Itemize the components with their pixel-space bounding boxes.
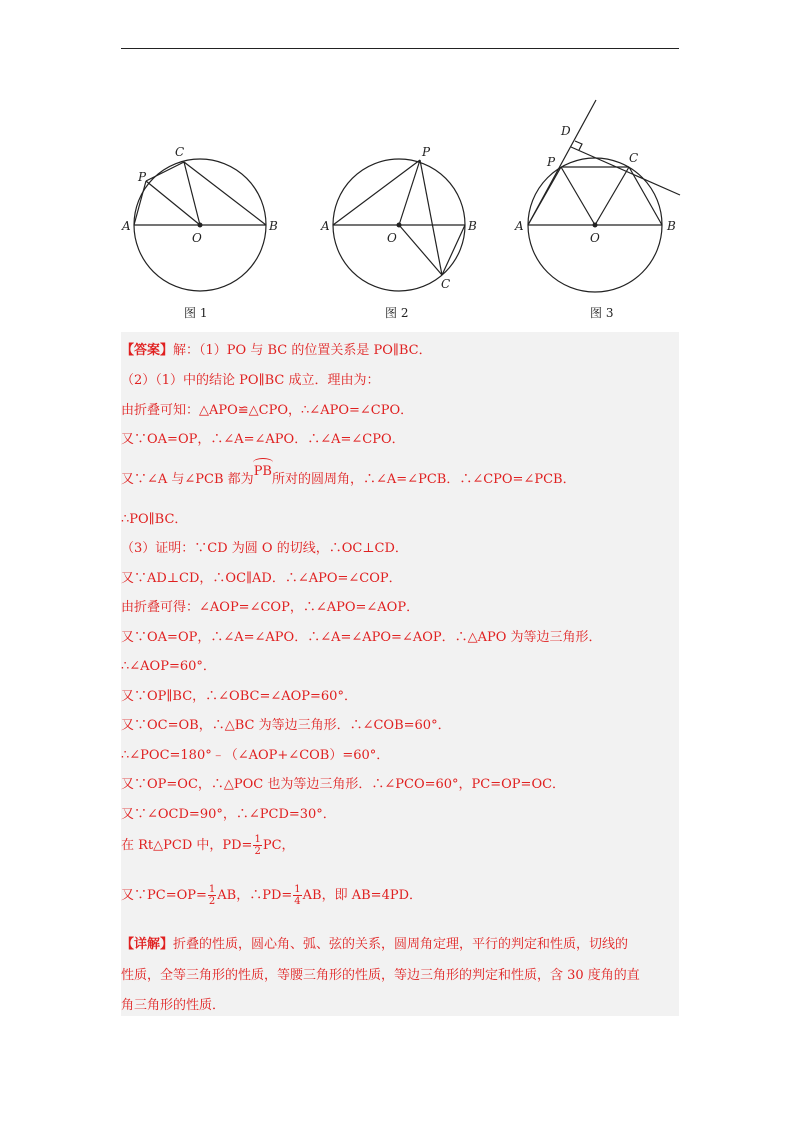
answer-line-4: 又∵OA=OP，∴∠A=∠APO．∴∠A=∠CPO． xyxy=(121,432,405,447)
fig2-label-c: C xyxy=(441,277,451,291)
fraction-den: 4 xyxy=(294,896,301,907)
fraction-half-1 xyxy=(253,834,261,857)
answer-line-5-post: 所对的圆周角，∴∠A=∠PCB．∴∠CPO=∠PCB． xyxy=(272,472,576,487)
fig3-segment-po xyxy=(561,167,595,225)
fig3-segment-cb xyxy=(629,167,662,225)
answer-line-14: ∴∠POC=180°﹣（∠AOP+∠COB）=60°． xyxy=(121,748,390,763)
answer-line-18-mid: AB，∴PD= xyxy=(217,888,293,903)
fig2-caption: 图 2 xyxy=(385,306,409,320)
answer-line-8: 又∵AD⊥CD，∴OC∥AD．∴∠APO=∠COP． xyxy=(121,571,402,586)
answer-line-12: 又∵OP∥BC，∴∠OBC=∠AOP=60°． xyxy=(121,689,357,704)
fig3-label-d: D xyxy=(561,124,571,138)
geometry-figures xyxy=(112,92,692,332)
fraction-den: 2 xyxy=(254,846,261,857)
header-rule xyxy=(121,48,679,49)
fig2-label-a: A xyxy=(321,219,330,233)
answer-line-5 xyxy=(121,464,576,487)
fig3-center-dot xyxy=(593,223,598,228)
fig1-segment-pc xyxy=(146,162,184,181)
fig2-segment-oc xyxy=(399,225,442,275)
fig3-label-o: O xyxy=(590,231,600,245)
fig1-center-dot xyxy=(198,223,203,228)
fraction-num: 1 xyxy=(294,884,301,895)
fig3-label-c: C xyxy=(629,151,639,165)
answer-line-10: 又∵OA=OP，∴∠A=∠APO．∴∠A=∠APO=∠AOP．∴△APO 为等边三角形． xyxy=(121,630,602,645)
fraction-den: 2 xyxy=(208,896,216,907)
answer-line-5-pre: 又∵∠A 与∠PCB 都为 xyxy=(121,472,254,487)
arc-pb: PB xyxy=(253,464,272,479)
answer-line-19 xyxy=(121,933,628,952)
fig1-label-p: P xyxy=(138,170,147,184)
answer-line-19-text: 折叠的性质，圆心角、弧、弦的关系，圆周角定理，平行的判定和性质，切线的 xyxy=(173,937,629,952)
answer-line-16: 又∵∠OCD=90°，∴∠PCD=30°． xyxy=(121,807,336,822)
answer-line-9: 由折叠可得：∠AOP=∠COP，∴∠APO=∠AOP． xyxy=(121,600,420,615)
answer-line-17 xyxy=(121,834,295,857)
answer-line-18-pre: 又∵PC=OP= xyxy=(121,888,207,903)
answer-tag: 【答案】 xyxy=(121,343,174,358)
answer-line-7: （3）证明：∵CD 为圆 O 的切线，∴OC⊥CD． xyxy=(121,541,408,556)
answer-line-18-post: AB，即 AB=4PD． xyxy=(302,888,423,903)
answer-line-17-post: PC， xyxy=(262,838,295,853)
fig1-segment-co xyxy=(184,162,200,225)
fig2-segment-ap xyxy=(333,160,420,225)
answer-line-11: ∴∠AOP=60°． xyxy=(121,659,216,674)
fig2-segment-po xyxy=(399,160,420,225)
fig1-label-a: A xyxy=(122,219,131,233)
answer-line-18 xyxy=(121,884,422,907)
fraction-half-2 xyxy=(208,884,216,907)
answer-line-21: 角三角形的性质． xyxy=(121,998,226,1013)
fig3-label-b: B xyxy=(667,219,676,233)
fraction-quarter xyxy=(293,884,301,907)
fig2-segment-pc xyxy=(420,160,442,275)
answer-line-3: 由折叠可知：△APO≌△CPO，∴∠APO=∠CPO． xyxy=(121,403,414,418)
fig1-label-o: O xyxy=(192,231,202,245)
fig1-segment-po xyxy=(146,181,200,225)
fig3-line-ad xyxy=(528,100,596,225)
answer-line-2: （2）（1）中的结论 PO∥BC 成立．理由为： xyxy=(121,373,380,388)
figure-3 xyxy=(528,100,680,292)
answer-block xyxy=(121,332,679,1016)
fig3-segment-co xyxy=(595,167,629,225)
answer-line-1 xyxy=(121,339,432,358)
answer-line-15: 又∵OP=OC，∴△POC 也为等边三角形．∴∠PCO=60°，PC=OP=OC． xyxy=(121,777,566,792)
fig1-segment-ap xyxy=(134,181,146,225)
fraction-num: 1 xyxy=(208,884,216,895)
fig3-tangent-dc xyxy=(571,147,680,195)
fig2-segment-bc xyxy=(442,225,465,275)
answer-line-1-text: 解：（1）PO 与 BC 的位置关系是 PO∥BC． xyxy=(173,343,432,358)
fig2-label-p: P xyxy=(422,145,431,159)
fig3-label-p: P xyxy=(547,155,556,169)
figures-panel xyxy=(112,92,692,332)
fig1-label-c: C xyxy=(175,145,185,159)
fig3-label-a: A xyxy=(515,219,524,233)
answer-line-17-pre: 在 Rt△PCD 中，PD= xyxy=(121,838,253,853)
fraction-num: 1 xyxy=(254,834,261,845)
detail-tag: 【详解】 xyxy=(121,937,174,952)
fig1-segment-cb xyxy=(184,162,266,225)
answer-line-13: 又∵OC=OB，∴△BC 为等边三角形．∴∠COB=60°． xyxy=(121,718,451,733)
answer-line-20: 性质，全等三角形的性质，等腰三角形的性质，等边三角形的判定和性质，含 30 度角的直 xyxy=(121,968,640,983)
fig2-center-dot xyxy=(397,223,402,228)
fig1-caption: 图 1 xyxy=(184,306,208,320)
fig2-label-o: O xyxy=(387,231,397,245)
fig3-caption: 图 3 xyxy=(590,306,614,320)
fig2-label-b: B xyxy=(468,219,477,233)
fig1-label-b: B xyxy=(269,219,278,233)
answer-line-6: ∴PO∥BC． xyxy=(121,512,188,527)
